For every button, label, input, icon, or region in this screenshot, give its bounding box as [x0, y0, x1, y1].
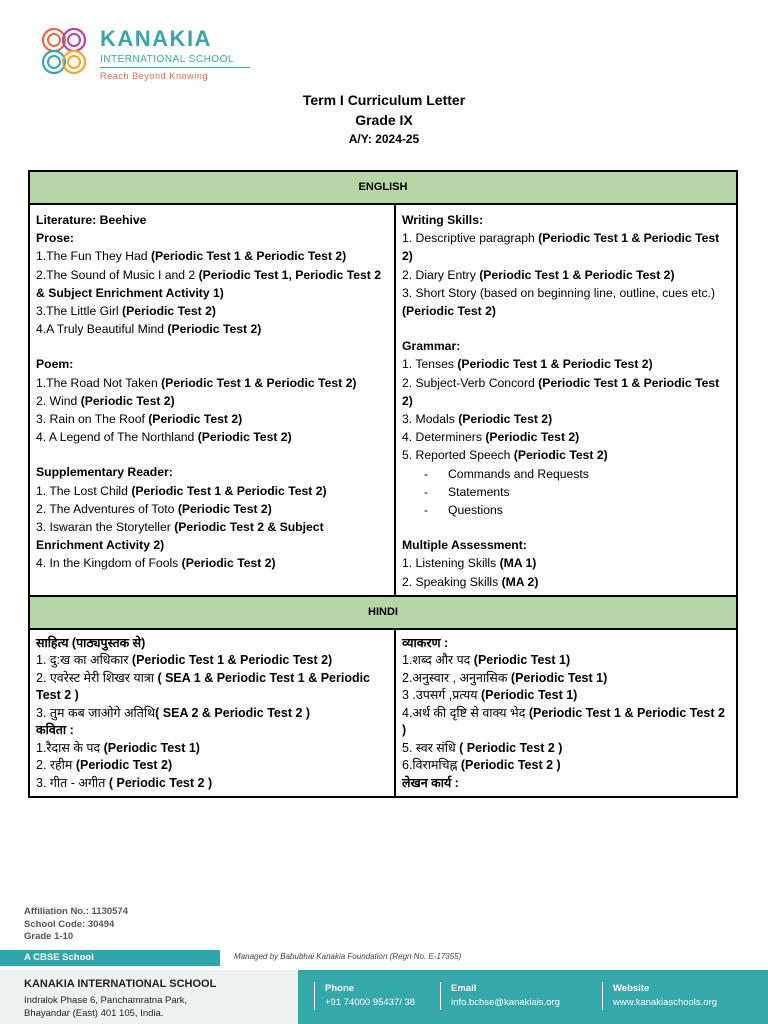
topic-text: Grammar:: [402, 339, 461, 354]
curriculum-line: [402, 266, 728, 284]
assessment-tag: (Periodic Test 1 & Periodic Test 2): [479, 267, 675, 282]
curriculum-line: [402, 446, 728, 464]
hindi-heading: HINDI: [30, 597, 736, 630]
english-skills-column: [396, 205, 734, 595]
topic-text: 3. गीत - अगीत: [36, 775, 109, 790]
topic-text: 3. Short Story (based on beginning line, outline, cues etc.): [402, 285, 716, 300]
spacer: [36, 338, 388, 355]
topic-text: 2.अनुस्वार , अनुनासिक: [402, 670, 511, 685]
curriculum-line: [36, 374, 388, 392]
topic-text: 1. The Lost Child: [36, 483, 132, 498]
brand-subtitle: INTERNATIONAL SCHOOL: [100, 54, 234, 65]
academic-year: A/Y: 2024-25: [348, 132, 420, 146]
curriculum-line: [36, 247, 388, 265]
topic-text: 1.The Fun They Had: [36, 249, 151, 264]
topic-text: 1.शब्द और पद: [402, 653, 474, 668]
topic-text: लेखन कार्य :: [402, 775, 459, 790]
assessment-tag: (Periodic Test 2): [75, 758, 173, 773]
curriculum-line: [36, 410, 388, 428]
assessment-tag: (Periodic Test 1): [473, 653, 571, 668]
curriculum-line: [402, 536, 728, 554]
curriculum-line: [36, 518, 388, 554]
assessment-tag: (Periodic Test 2): [402, 304, 496, 319]
school-logo: [30, 14, 240, 84]
cbse-badge: A CBSE School: [0, 950, 220, 966]
contact-band: [298, 970, 768, 1024]
topic-text: Prose:: [36, 231, 74, 246]
assessment-tag: (Periodic Test 2): [148, 412, 243, 427]
topic-text: कविता :: [36, 723, 74, 738]
assessment-tag: (Periodic Test 1): [510, 670, 608, 685]
topic-text: 1. दु:ख का अधिकार: [36, 653, 132, 668]
curriculum-line: [36, 211, 388, 229]
spacer: [402, 519, 728, 536]
topic-text: 6.विरामचिह्न: [402, 758, 461, 773]
affiliation-info: [24, 906, 128, 944]
footer-address: [24, 994, 187, 1020]
brand-name: KANAKIA: [100, 26, 212, 51]
assessment-tag: (MA 1): [499, 556, 537, 571]
curriculum-line: [402, 337, 728, 355]
sub-list-item: [402, 465, 728, 483]
topic-text: Poem:: [36, 357, 74, 372]
curriculum-line: [36, 428, 388, 446]
curriculum-line: [402, 428, 728, 446]
letter-heading: [0, 90, 768, 148]
phone-contact: [314, 982, 415, 1010]
topic-text: 5. स्वर संधि: [402, 740, 460, 755]
assessment-tag: (Periodic Test 2): [181, 556, 276, 571]
topic-text: 2.The Sound of Music I and 2: [36, 267, 199, 282]
footer-school-name: KANAKIA INTERNATIONAL SCHOOL: [24, 978, 217, 990]
assessment-tag: ( SEA 2 & Periodic Test 2 ): [155, 705, 311, 720]
school-code: School Code: 30494: [24, 918, 115, 930]
assessment-tag: (Periodic Test 2): [513, 448, 608, 463]
assessment-tag: (Periodic Test 2): [177, 501, 272, 516]
topic-text: 1. Listening Skills: [402, 556, 500, 571]
curriculum-line: [402, 652, 728, 670]
curriculum-line: [402, 374, 728, 410]
topic-text: 2. रहीम: [36, 758, 76, 773]
assessment-tag: (Periodic Test 2): [80, 393, 175, 408]
phone-number[interactable]: +91 74000 95437/ 38: [325, 997, 416, 1008]
curriculum-line: [402, 687, 728, 705]
curriculum-line: [36, 302, 388, 320]
curriculum-line: [402, 635, 728, 653]
curriculum-line: [402, 757, 728, 775]
topic-text: 2. एवरेस्ट मेरी शिखर यात्रा: [36, 670, 158, 685]
curriculum-line: [402, 573, 728, 591]
topic-text: साहित्य (पाठ्यपुस्तक से): [36, 635, 146, 650]
assessment-tag: (Periodic Test 1 & Periodic Test 2): [131, 653, 333, 668]
hindi-row: [30, 630, 736, 797]
curriculum-line: [36, 463, 388, 481]
assessment-tag: (Periodic Test 2): [197, 430, 292, 445]
curriculum-line: [402, 355, 728, 373]
assessment-tag: (Periodic Test 2): [485, 430, 580, 445]
assessment-tag: (Periodic Test 2 ): [460, 758, 561, 773]
topic-text: 3. Rain on The Roof: [36, 412, 149, 427]
footer-bar: [0, 970, 768, 1024]
assessment-tag: (Periodic Test 2): [122, 304, 216, 319]
website-url[interactable]: www.kanakiaschools.org: [613, 997, 718, 1008]
curriculum-line: [402, 211, 728, 229]
assessment-tag: (Periodic Test 2): [458, 412, 553, 427]
email-contact: [440, 982, 560, 1010]
sub-item-text: Questions: [448, 503, 503, 518]
topic-text: 4. In the Kingdom of Fools: [36, 556, 182, 571]
grade-range: Grade 1-10: [24, 931, 74, 942]
assessment-tag: (Periodic Test 1): [103, 740, 200, 755]
assessment-tag: ( SEA 1 & Periodic Test 1 & Periodic Test 2 ): [36, 670, 371, 703]
english-row: [30, 205, 736, 597]
letter-title: Term I Curriculum Letter: [302, 92, 466, 108]
curriculum-line: [36, 757, 388, 775]
topic-text: 4. Determiners: [402, 430, 486, 445]
managed-by-note: Managed by Babubhai Kanakia Foundation (Regn No. E-17355): [234, 952, 462, 961]
email-address[interactable]: info.bcbse@kanakiais.org: [451, 997, 560, 1008]
curriculum-line: [402, 554, 728, 572]
dash-bullet: -: [424, 503, 429, 518]
curriculum-line: [402, 410, 728, 428]
topic-text: 2. Subject-Verb Concord: [402, 375, 539, 390]
topic-text: 2. Wind: [36, 393, 81, 408]
topic-text: 3.The Little Girl: [36, 304, 123, 319]
dash-bullet: -: [424, 466, 429, 481]
curriculum-line: [36, 635, 388, 653]
dash-bullet: -: [424, 484, 429, 499]
website-label: Website: [613, 983, 650, 994]
assessment-tag: (Periodic Test 1 & Periodic Test 2): [402, 375, 720, 408]
topic-text: 1.रैदास के पद: [36, 740, 104, 755]
english-literature-column: [30, 205, 396, 595]
sub-item-text: Commands and Requests: [448, 466, 589, 481]
curriculum-line: [36, 775, 388, 793]
topic-text: 3. Modals: [402, 412, 459, 427]
grade-label: Grade IX: [355, 112, 413, 128]
topic-text: 3. तुम कब जाओगे अतिथि: [36, 705, 156, 720]
assessment-tag: (Periodic Test 1, Periodic Test 2 & Subject Enrichment Activity 1): [36, 267, 382, 300]
hindi-grammar-column: [396, 630, 734, 797]
topic-text: 1.The Road Not Taken: [36, 375, 162, 390]
website-contact: [602, 982, 717, 1010]
curriculum-line: [36, 500, 388, 518]
curriculum-line: [36, 229, 388, 247]
assessment-tag: (Periodic Test 1 & Periodic Test 2): [150, 249, 347, 264]
brand-divider: [100, 67, 250, 68]
assessment-tag: ( Periodic Test 2 ): [108, 775, 213, 790]
phone-label: Phone: [325, 983, 355, 994]
curriculum-line: [402, 705, 728, 740]
curriculum-line: [36, 670, 388, 705]
assessment-tag: (Periodic Test 1 & Periodic Test 2): [161, 375, 357, 390]
sub-list-item: [402, 483, 728, 501]
topic-text: 1. Tenses: [402, 357, 458, 372]
email-label: Email: [451, 983, 477, 994]
curriculum-line: [36, 482, 388, 500]
affiliation-number: Affiliation No.: 1130574: [24, 906, 129, 917]
topic-text: 1. Descriptive paragraph: [402, 231, 539, 246]
topic-text: 4.अर्थ की दृष्टि से वाक्य भेद: [402, 705, 529, 720]
curriculum-line: [402, 670, 728, 688]
curriculum-line: [36, 355, 388, 373]
curriculum-line: [402, 284, 728, 320]
topic-text: 3 .उपसर्ग ,प्रत्यय: [402, 688, 481, 703]
topic-text: 5. Reported Speech: [402, 448, 514, 463]
topic-text: 2. Speaking Skills: [402, 574, 502, 589]
curriculum-line: [36, 740, 388, 758]
curriculum-line: [36, 266, 388, 302]
topic-text: Writing Skills:: [402, 213, 484, 227]
curriculum-line: [36, 722, 388, 740]
curriculum-line: [402, 740, 728, 758]
hindi-literature-column: [30, 630, 396, 797]
topic-text: Supplementary Reader:: [36, 465, 173, 480]
curriculum-table: [28, 170, 738, 798]
assessment-tag: (Periodic Test 1 & Periodic Test 2): [402, 231, 720, 264]
topic-text: Literature: Beehive: [36, 213, 147, 227]
spacer: [36, 446, 388, 463]
curriculum-line: [36, 652, 388, 670]
assessment-tag: (Periodic Test 2): [167, 322, 262, 337]
topic-text: 2. The Adventures of Toto: [36, 501, 178, 516]
topic-text: 3. Iswaran the Storyteller: [36, 520, 175, 535]
assessment-tag: (Periodic Test 1 & Periodic Test 2): [457, 357, 653, 372]
assessment-tag: (Periodic Test 1 & Periodic Test 2 ): [402, 705, 725, 738]
curriculum-line: [36, 320, 388, 338]
curriculum-line: [36, 705, 388, 723]
spacer: [402, 320, 728, 337]
assessment-tag: (Periodic Test 2 & Subject Enrichment Activity 2): [36, 520, 324, 553]
address-line-2: Bhayandar (East) 401 105, India.: [24, 1008, 164, 1019]
topic-text: Multiple Assessment:: [402, 538, 527, 553]
curriculum-line: [36, 392, 388, 410]
curriculum-line: [402, 775, 728, 793]
assessment-tag: (Periodic Test 1 & Periodic Test 2): [131, 483, 327, 498]
logo-emblem-icon: [34, 22, 94, 82]
curriculum-line: [402, 229, 728, 265]
address-line-1: Indralok Phase 6, Panchamratna Park,: [24, 995, 188, 1006]
topic-text: 2. Diary Entry: [402, 267, 480, 282]
topic-text: व्याकरण :: [402, 635, 449, 650]
assessment-tag: (Periodic Test 1): [481, 688, 578, 703]
topic-text: 4.A Truly Beautiful Mind: [36, 322, 168, 337]
brand-tagline: Reach Beyond Knowing: [100, 71, 209, 81]
english-heading: ENGLISH: [30, 172, 736, 205]
assessment-tag: ( Periodic Test 2 ): [459, 740, 563, 755]
topic-text: 4. A Legend of The Northland: [36, 430, 198, 445]
sub-list-item: [402, 501, 728, 519]
curriculum-line: [36, 554, 388, 572]
sub-item-text: Statements: [448, 484, 510, 499]
assessment-tag: (MA 2): [501, 574, 539, 589]
